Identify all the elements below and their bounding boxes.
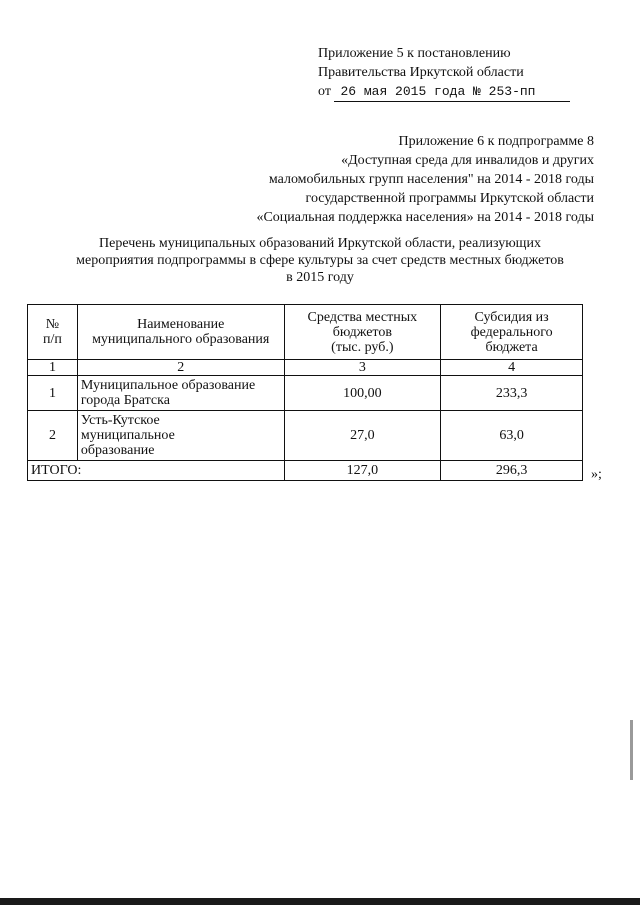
heading-line-3: в 2015 году [286, 270, 354, 285]
appendix-sub-line-4: государственной программы Иркутской области [305, 191, 594, 206]
document-heading [30, 235, 610, 286]
header-federal-subsidy: Субсидия из федерального бюджета [441, 305, 583, 360]
heading-line-1: Перечень муниципальных образований Иркутской области, реализующих [99, 236, 541, 251]
row-number: 1 [28, 376, 78, 411]
appendix-sub-line-3: маломобильных групп населения" на 2014 - 2018 годы [268, 172, 594, 187]
row-name: Муниципальное образование города Братска [77, 376, 284, 411]
appendix-main-line-2: Правительства Иркутской области [318, 65, 524, 80]
row-local-budget: 27,0 [284, 411, 441, 461]
total-label: ИТОГО: [28, 461, 285, 481]
heading-line-2: мероприятия подпрограммы в сфере культуры за счет средств местных бюджетов [76, 253, 564, 268]
appendix-sub-line-5: «Социальная поддержка населения» на 2014 - 2018 годы [256, 210, 594, 225]
header-number: № п/п [28, 305, 78, 360]
appendix-main-line-1: Приложение 5 к постановлению [318, 46, 511, 61]
date-stamp: 26 мая 2015 года № 253-пп [334, 82, 570, 102]
appendix-main-date-line [318, 82, 570, 102]
total-federal-subsidy: 296,3 [441, 461, 583, 481]
total-local-budget: 127,0 [284, 461, 441, 481]
municipalities-table [27, 304, 583, 481]
appendix-main-block [318, 44, 570, 102]
row-federal-subsidy: 233,3 [441, 376, 583, 411]
column-index: 4 [441, 360, 583, 376]
row-name: Усть-Кутское муниципальное образование [77, 411, 284, 461]
appendix-sub-line-2: «Доступная среда для инвалидов и других [341, 153, 594, 168]
row-local-budget: 100,00 [284, 376, 441, 411]
table-header-row [28, 305, 583, 360]
column-index: 3 [284, 360, 441, 376]
column-index: 1 [28, 360, 78, 376]
row-federal-subsidy: 63,0 [441, 411, 583, 461]
header-local-budget: Средства местных бюджетов (тыс. руб.) [284, 305, 441, 360]
column-index: 2 [77, 360, 284, 376]
scan-edge-mark [630, 720, 633, 780]
table-row [28, 411, 583, 461]
header-name: Наименование муниципального образования [77, 305, 284, 360]
date-prefix: от [318, 84, 331, 99]
column-index-row [28, 360, 583, 376]
appendix-sub-line-1: Приложение 6 к подпрограмме 8 [398, 134, 594, 149]
table-row [28, 376, 583, 411]
scan-bottom-bar [0, 898, 640, 905]
row-number: 2 [28, 411, 78, 461]
closing-quote: »; [591, 467, 602, 482]
table-total-row [28, 461, 583, 481]
appendix-sub-block [154, 132, 594, 227]
